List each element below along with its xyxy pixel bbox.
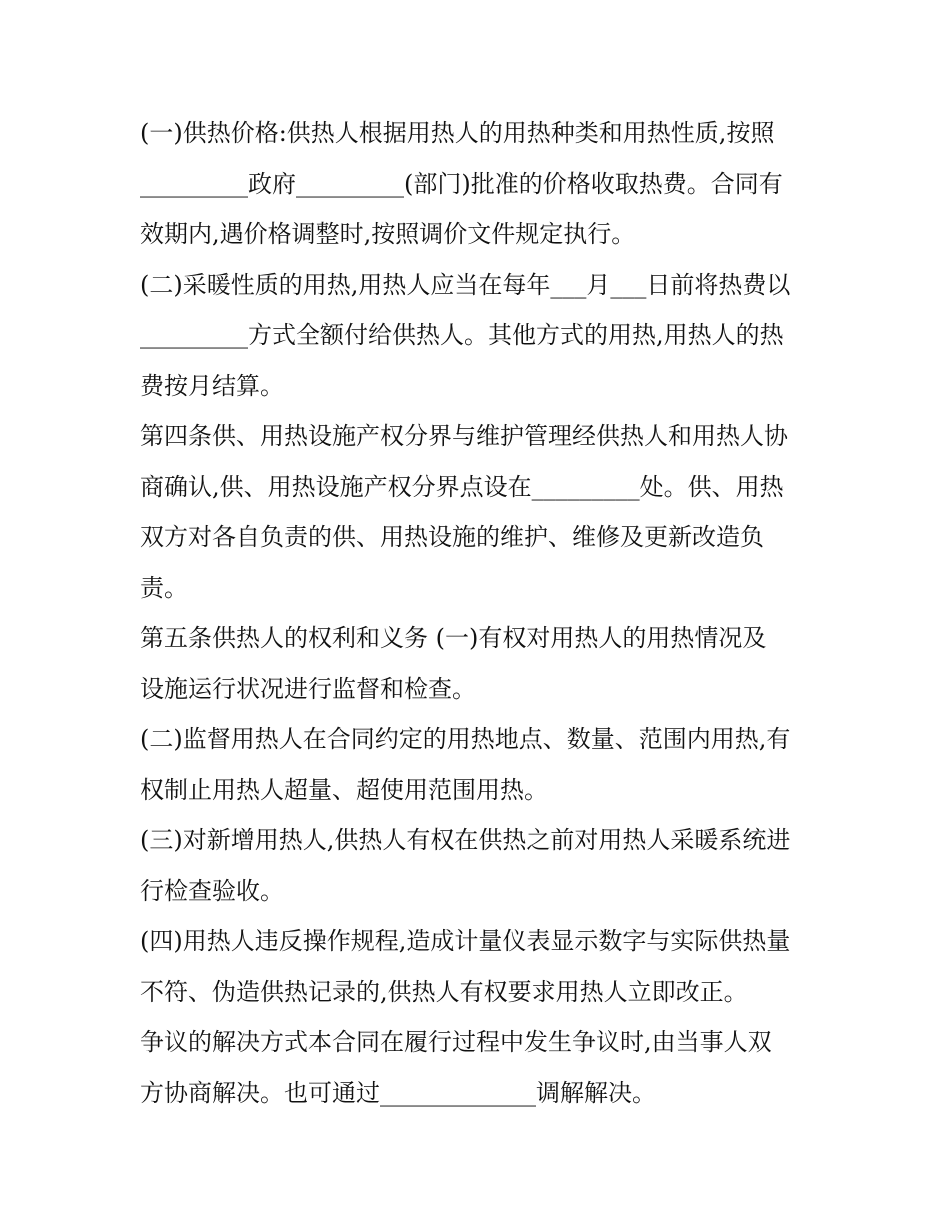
text-line: (三)对新增用热人,供热人有权在供热之前对用热人采暖系统进 [140,826,791,854]
text-line: 方协商解决。也可通过_____________调解解决。 [140,1078,656,1107]
text-line: 行检查验收。 [140,876,284,905]
text-line: _________方式全额付给供热人。其他方式的用热,用热人的热 [140,321,784,349]
text-line: 责。 [140,573,188,602]
text-line: 第五条供热人的权利和义务 (一)有权对用热人的用热情况及 [140,624,767,652]
text-line: (二)采暖性质的用热,用热人应当在每年___月___日前将热费以 [140,270,791,299]
text-line: 争议的解决方式本合同在履行过程中发生争议时,由当事人双 [140,1028,772,1056]
text-line: (一)供热价格:供热人根据用热人的用热种类和用热性质,按照 [140,119,775,147]
text-line: 费按月结算。 [140,371,284,400]
text-line: (四)用热人违反操作规程,造成计量仪表显示数字与实际供热量 [140,927,791,955]
text-line: 第四条供、用热设施产权分界与维护管理经供热人和用热人协 [140,422,788,450]
text-line: 设施运行状况进行监督和检查。 [140,674,476,703]
text-line: _________政府_________(部门)批准的价格收取热费。合同有 [140,169,783,198]
text-line: 效期内,遇价格调整时,按照调价文件规定执行。 [140,220,636,248]
text-line: 商确认,供、用热设施产权分界点设在_________处。供、用热 [140,472,784,501]
text-line: 不符、伪造供热记录的,供热人有权要求用热人立即改正。 [140,977,748,1006]
text-line: (二)监督用热人在合同约定的用热地点、数量、范围内用热,有 [140,725,791,753]
document-body [140,108,830,1118]
text-line: 权制止用热人超量、超使用范围用热。 [140,775,548,804]
text-line: 双方对各自负责的供、用热设施的维护、维修及更新改造负 [140,523,764,551]
